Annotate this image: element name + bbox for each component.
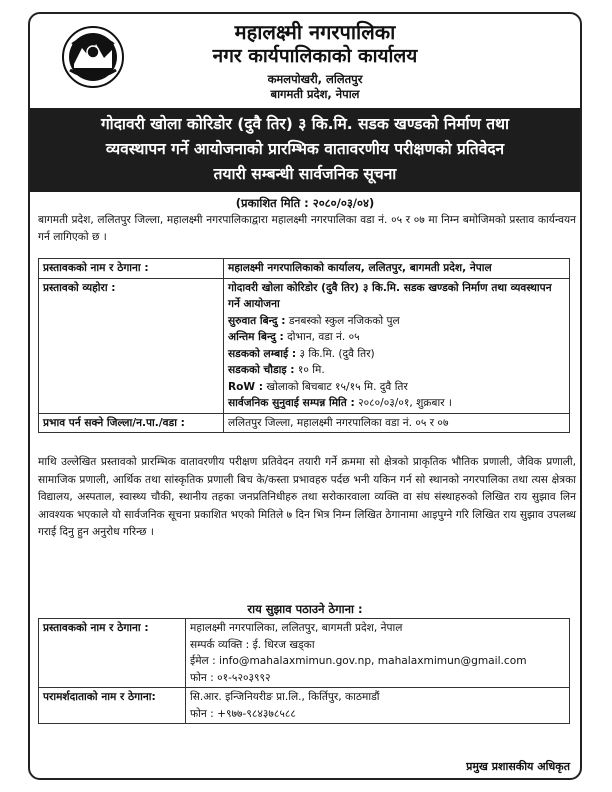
proposer-label: प्रस्तावकको नाम र ठेगाना : xyxy=(39,259,224,279)
signature: प्रमुख प्रशासकीय अधिकृत xyxy=(466,760,570,773)
contact-person: सम्पर्क व्यक्ति : ई. धिरज खड्का xyxy=(190,638,315,651)
address-section-title: राय सुझाव पठाउने ठेगाना : xyxy=(247,602,363,616)
municipality-emblem-icon xyxy=(60,24,126,90)
proposal-table xyxy=(38,258,570,433)
notice-title-banner xyxy=(30,108,580,192)
public-hearing-date: सार्वजनिक सुनुवाई सम्पन्न मिति : २०८०/०३/०१, शुक्रबार । xyxy=(228,397,452,409)
affected-area-value: ललितपुर जिल्ला, महालक्ष्मी नगरपालिका वडा नं. ०५ र ०७ xyxy=(224,413,570,433)
proposer-address-line: महालक्ष्मी नगरपालिका, ललितपुर, बागमती प्रदेश, नेपाल xyxy=(190,622,403,634)
table-row xyxy=(39,259,570,279)
table-row xyxy=(39,278,570,413)
org-name: महालक्ष्मी नगरपालिका xyxy=(234,20,396,44)
body-paragraph: माथि उल्लेखित प्रस्तावको प्रारम्भिक वातावरणीय परीक्षण प्रतिवेदन तयारी गर्ने क्रममा सो क्षेत्रको प्राकृतिक भौतिक प्रणाली, जैविक प्रणाली, सामाजिक प्रणाली, आर्थिक तथा सांस्कृतिक प्रणाली बिच के/कस्ता प्रभावहरु पर्दछ भनी यकिन गर्न सो स्थानको नगरपालिका तथा त्यस क्षेत्रका विद्यालय, अस्पताल, स्वास्थ्य चौकी, स्थानीय तहका जनप्रतिनिधीहरु तथा सरोकारवाला व्यक्ति वा संघ संस्थाहरुको लिखित राय सुझाव लिन आवश्यक भएकाले यो सार्वजनिक सूचना प्रकाशित भएको मितिले ७ दिन भित्र निम्न लिखित ठेगानामा आइपुग्ने गरि लिखित राय सुझाव उपलब्ध गराई दिनु हुन अनुरोध गरिन्छ । xyxy=(38,456,576,538)
affected-area-label: प्रभाव पर्न सक्ने जिल्ला/न.पा./वडा : xyxy=(39,413,224,433)
consultant-label: परामर्शदाताको नाम र ठेगाना: xyxy=(39,688,186,724)
end-point: अन्तिम बिन्दु : दोभान, वडा नं. ०५ xyxy=(228,331,360,343)
header xyxy=(30,14,580,118)
proposal-details-label: प्रस्तावको व्यहोरा : xyxy=(39,278,224,413)
road-width: सडकको चौडाइ : १० मि. xyxy=(228,364,325,376)
email-line[interactable]: ईमेल : info@mahalaxmimun.gov.np, mahalaxmimun@gmail.com xyxy=(190,655,527,667)
published-date: (प्रकाशित मिति : २०८०/०३/०४) xyxy=(235,196,375,210)
proposer-value: महालक्ष्मी नगरपालिकाको कार्यालय, ललितपुर, बागमती प्रदेश, नेपाल xyxy=(224,259,570,279)
right-of-way: RoW : खोलाको बिचबाट १५/१५ मि. दुवै तिर xyxy=(228,380,408,393)
proposal-details xyxy=(224,278,570,413)
proposer-address xyxy=(186,619,570,688)
phone-line: फोन : ०१-५२०३९९२ xyxy=(190,671,271,684)
address-line-1: कमलपोखरी, ललितपुर xyxy=(267,72,363,86)
title-line-2: व्यवस्थापन गर्ने आयोजनाको प्रारम्भिक वातावरणीय परीक्षणको प्रतिवेदन xyxy=(105,140,505,158)
consultant-address xyxy=(186,688,570,724)
table-row xyxy=(39,619,570,688)
title-line-1: गोदावरी खोला कोरिडोर (दुवै तिर) ३ कि.मि. सडक खण्डको निर्माण तथा xyxy=(100,115,510,133)
address-line-2: बागमती प्रदेश, नेपाल xyxy=(270,87,360,101)
office-name: नगर कार्यपालिकाको कार्यालय xyxy=(212,45,418,67)
start-point: सुरुवात बिन्दु : डनबस्को स्कुल नजिकको पुल xyxy=(228,314,400,327)
project-title: गोदावरी खोला कोरिडोर (दुवै तिर) ३ कि.मि. सडक खण्डको निर्माण तथा व्यवस्थापन गर्ने आयोजना xyxy=(228,281,552,310)
table-row xyxy=(39,413,570,433)
proposer-address-label: प्रस्तावकको नाम र ठेगाना : xyxy=(39,619,186,688)
address-table xyxy=(38,618,570,724)
road-length: सडकको लम्बाई : ३ कि.मि. (दुवै तिर) xyxy=(228,347,375,360)
table-row xyxy=(39,688,570,724)
consultant-name: सि.आर. इन्जिनियरीङ प्रा.लि., किर्तिपुर, काठमाडौं xyxy=(190,691,380,703)
intro-paragraph: बागमती प्रदेश, ललितपुर जिल्ला, महालक्ष्मी नगरपालिकाद्वारा महालक्ष्मी नगरपालिका वडा नं. ०५ र ०७ मा निम्न बमोजिमको प्रस्ताव कार्यन्वयन गर्न लागिएको छ । xyxy=(38,214,576,243)
notice-frame xyxy=(28,12,582,780)
consultant-phone: फोन : +९७७-९८४३७८५८८ xyxy=(190,707,296,720)
organization-block xyxy=(150,20,480,101)
title-line-3: तयारी सम्बन्धी सार्वजनिक सूचना xyxy=(213,165,397,183)
